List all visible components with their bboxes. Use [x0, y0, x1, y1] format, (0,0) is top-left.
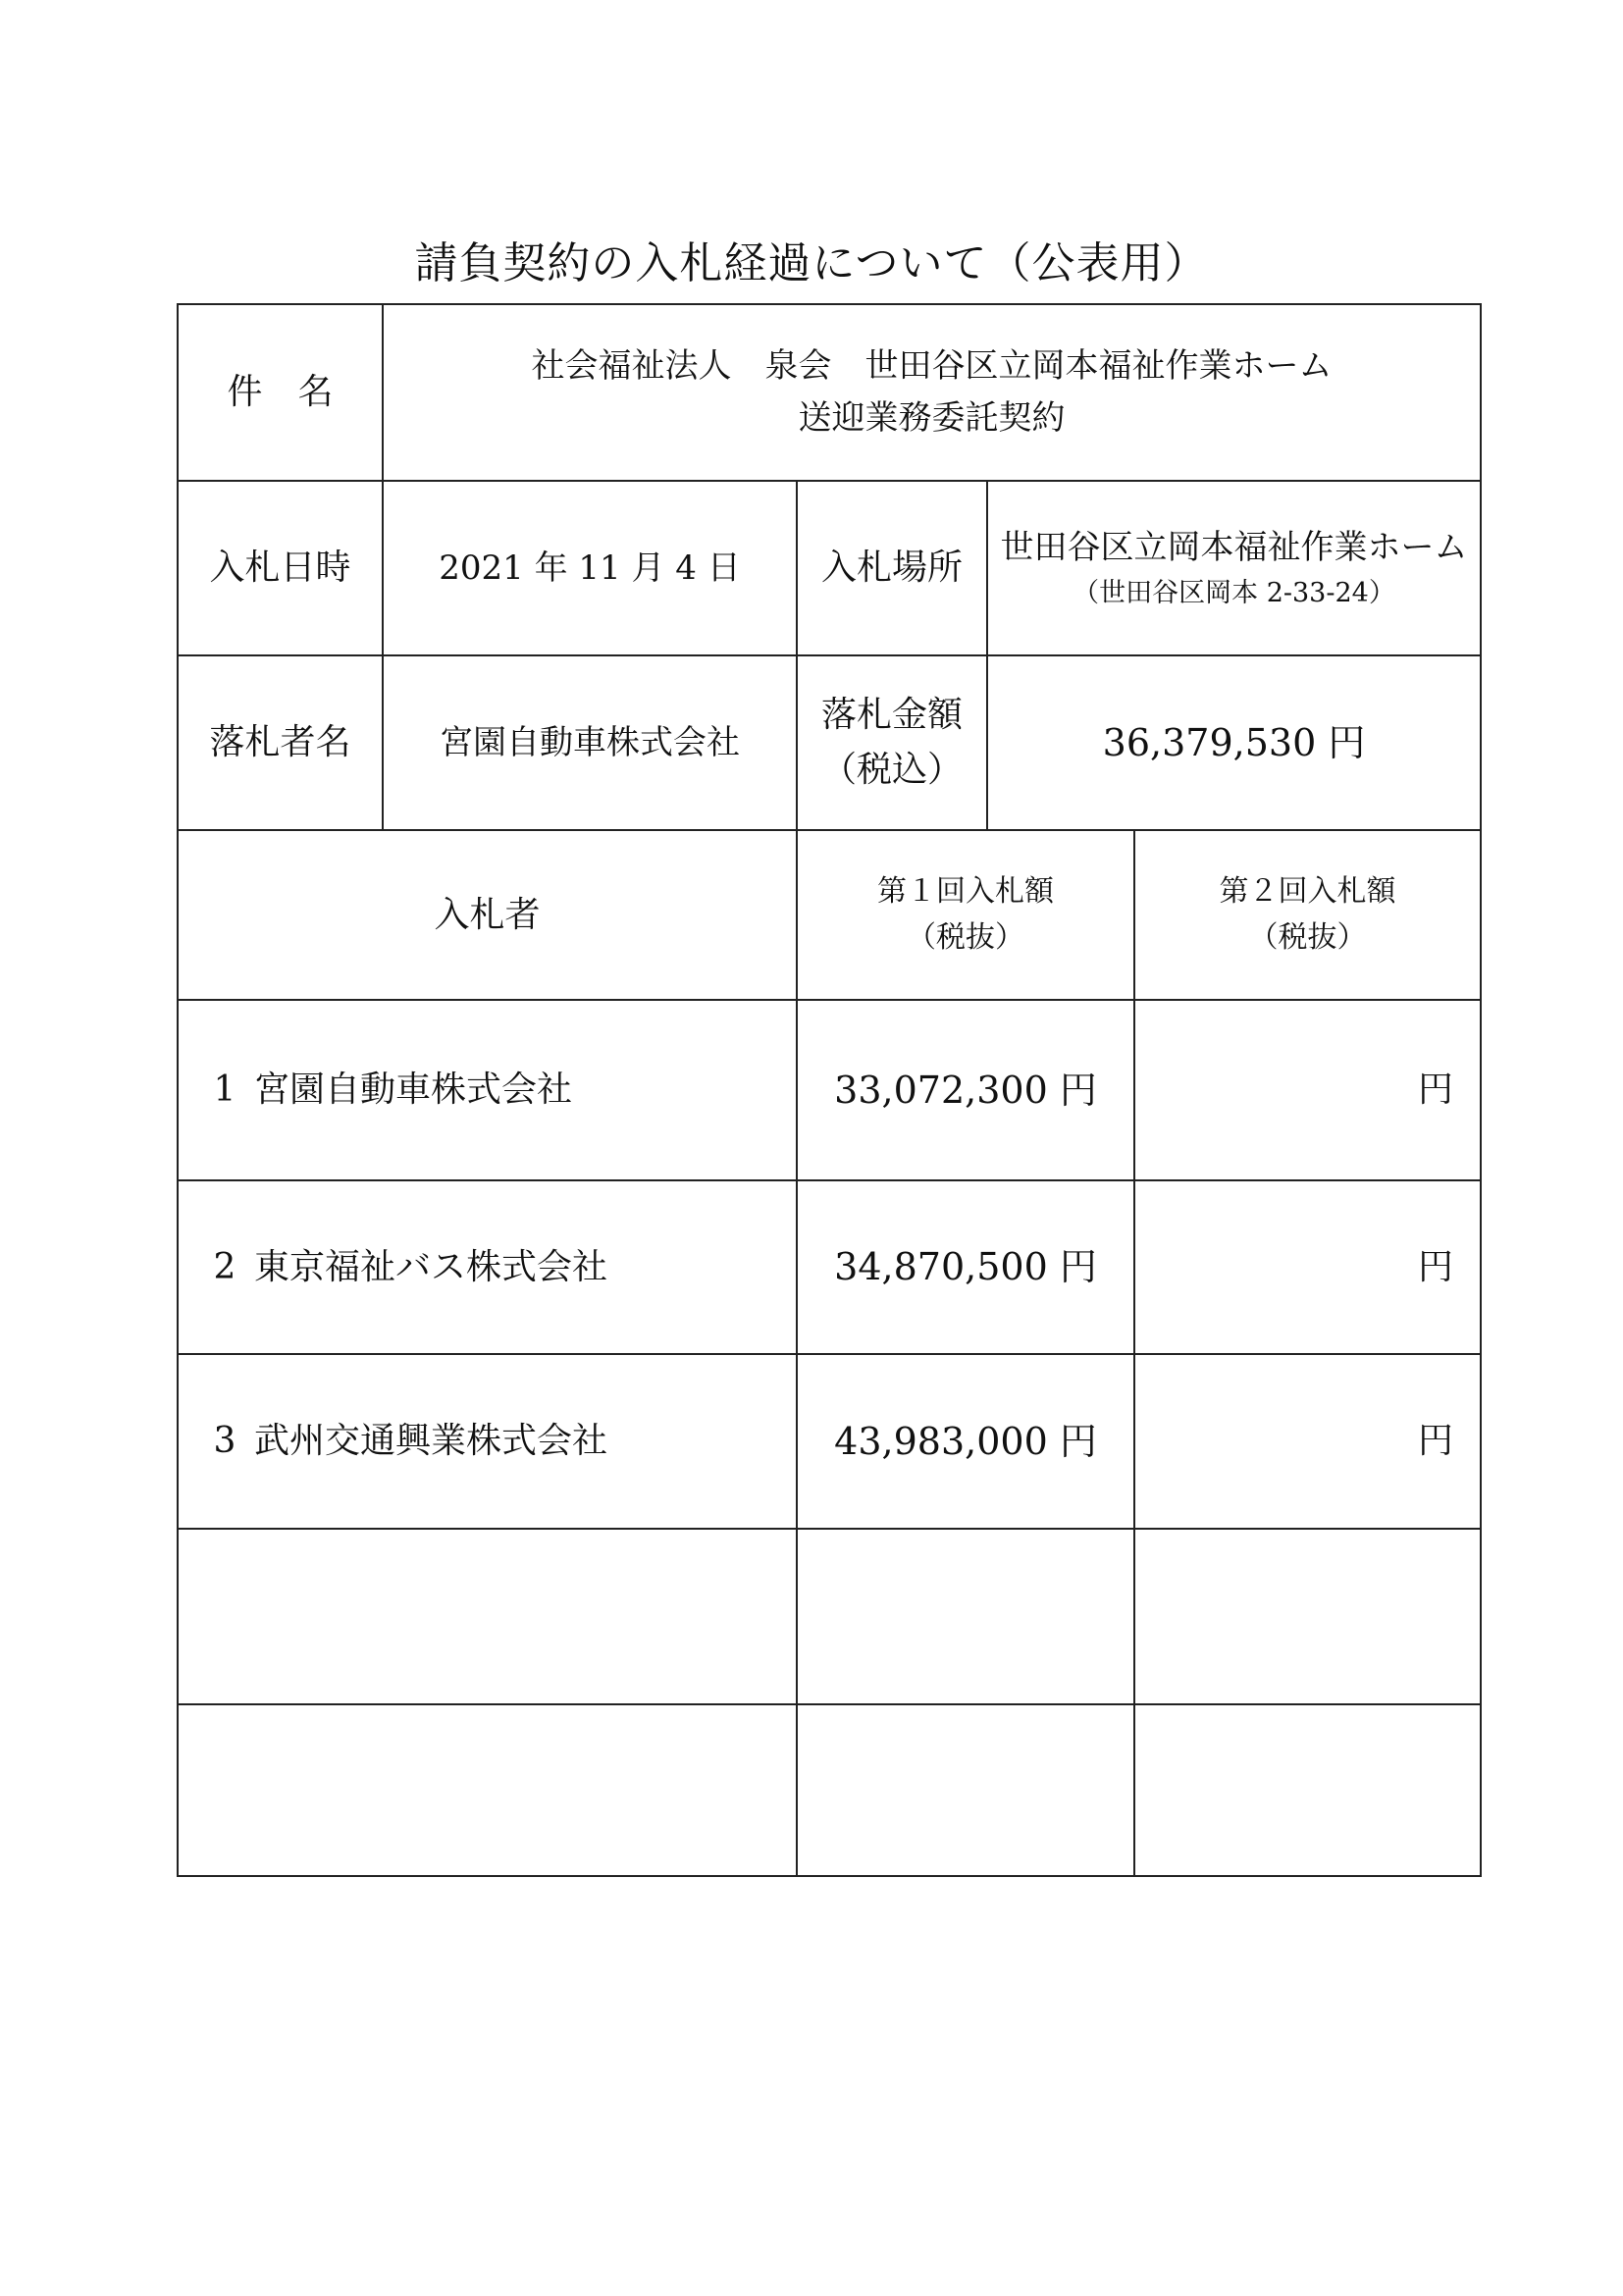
bid-date-value: [383, 481, 797, 655]
winning-amount-value: [987, 655, 1481, 830]
bid-row-round1: [797, 1180, 1134, 1354]
bid-row-number: 1: [213, 1070, 236, 1111]
bid-row-round1-amount: 43,983,000 円: [834, 1419, 1097, 1463]
bid-row-round2: [1134, 1354, 1481, 1529]
bid-row-name: 宮園自動車株式会社: [254, 1070, 573, 1111]
bid-place-label-text: 入札場所: [820, 548, 963, 589]
winner-name: 宮園自動車株式会社: [440, 722, 740, 762]
bid-row-round1-amount: 33,072,300 円: [834, 1068, 1097, 1112]
winning-amount-text: 36,379,530 円: [1102, 720, 1366, 764]
winner-label-text: 落札者名: [209, 722, 351, 763]
bid-row-round1: [797, 1354, 1134, 1529]
winner-value: [383, 655, 797, 830]
bid-row-number: 3: [213, 1421, 236, 1462]
bid-row-round2: [1134, 1000, 1481, 1180]
bid-row-round2: [1134, 1180, 1481, 1354]
empty-row: [178, 1704, 1481, 1876]
bid-row-round1: [797, 1000, 1134, 1180]
bid-place-value: [987, 481, 1481, 655]
round2-header-line-1: 第２回入札額: [1219, 874, 1396, 909]
winning-amount-label-line-1: 落札金額: [820, 695, 963, 736]
bid-row-name: 武州交通興業株式会社: [254, 1421, 608, 1462]
subject-line-2: 送迎業務委託契約: [798, 398, 1066, 438]
subject-label: [178, 304, 383, 481]
empty-row: [178, 1529, 1481, 1704]
bid-row-bidder: [178, 1000, 797, 1180]
subject-value: [383, 304, 1481, 481]
round1-header-line-1: 第１回入札額: [877, 874, 1054, 909]
bid-place-name: 世田谷区立岡本福祉作業ホーム: [1000, 527, 1468, 567]
bidder-header: [178, 830, 797, 1000]
bid-place-address: （世田谷区岡本 2-33-24）: [1073, 578, 1395, 609]
bid-date-label-text: 入札日時: [209, 548, 351, 589]
bid-row-round2-amount: 円: [1417, 1421, 1453, 1462]
round1-header-line-2: （税抜）: [907, 919, 1024, 955]
bid-row-round1-amount: 34,870,500 円: [834, 1245, 1097, 1289]
document-title: 請負契約の入札経過について（公表用）: [414, 238, 1209, 288]
round2-header: [1134, 830, 1481, 1000]
bid-row-name: 東京福祉バス株式会社: [254, 1246, 608, 1287]
round2-header-line-2: （税抜）: [1248, 919, 1367, 955]
winner-label: [178, 655, 383, 830]
bid-place-label: [797, 481, 987, 655]
bid-date-label: [178, 481, 383, 655]
bid-row-bidder: [178, 1354, 797, 1529]
subject-label-text: 件 名: [227, 372, 334, 413]
winning-amount-label-line-2: （税込）: [820, 750, 963, 790]
subject-line-1: 社会福祉法人 泉会 世田谷区立岡本福祉作業ホーム: [531, 346, 1333, 387]
bid-date-text: 2021 年 11 月 4 日: [439, 548, 741, 588]
bid-row-round2-amount: 円: [1417, 1070, 1453, 1111]
bid-row-round2-amount: 円: [1417, 1246, 1453, 1287]
bid-row-bidder: [178, 1180, 797, 1354]
round1-header: [797, 830, 1134, 1000]
winning-amount-label: [797, 655, 987, 830]
bid-row-number: 2: [213, 1246, 236, 1287]
bidder-header-text: 入札者: [434, 894, 541, 935]
